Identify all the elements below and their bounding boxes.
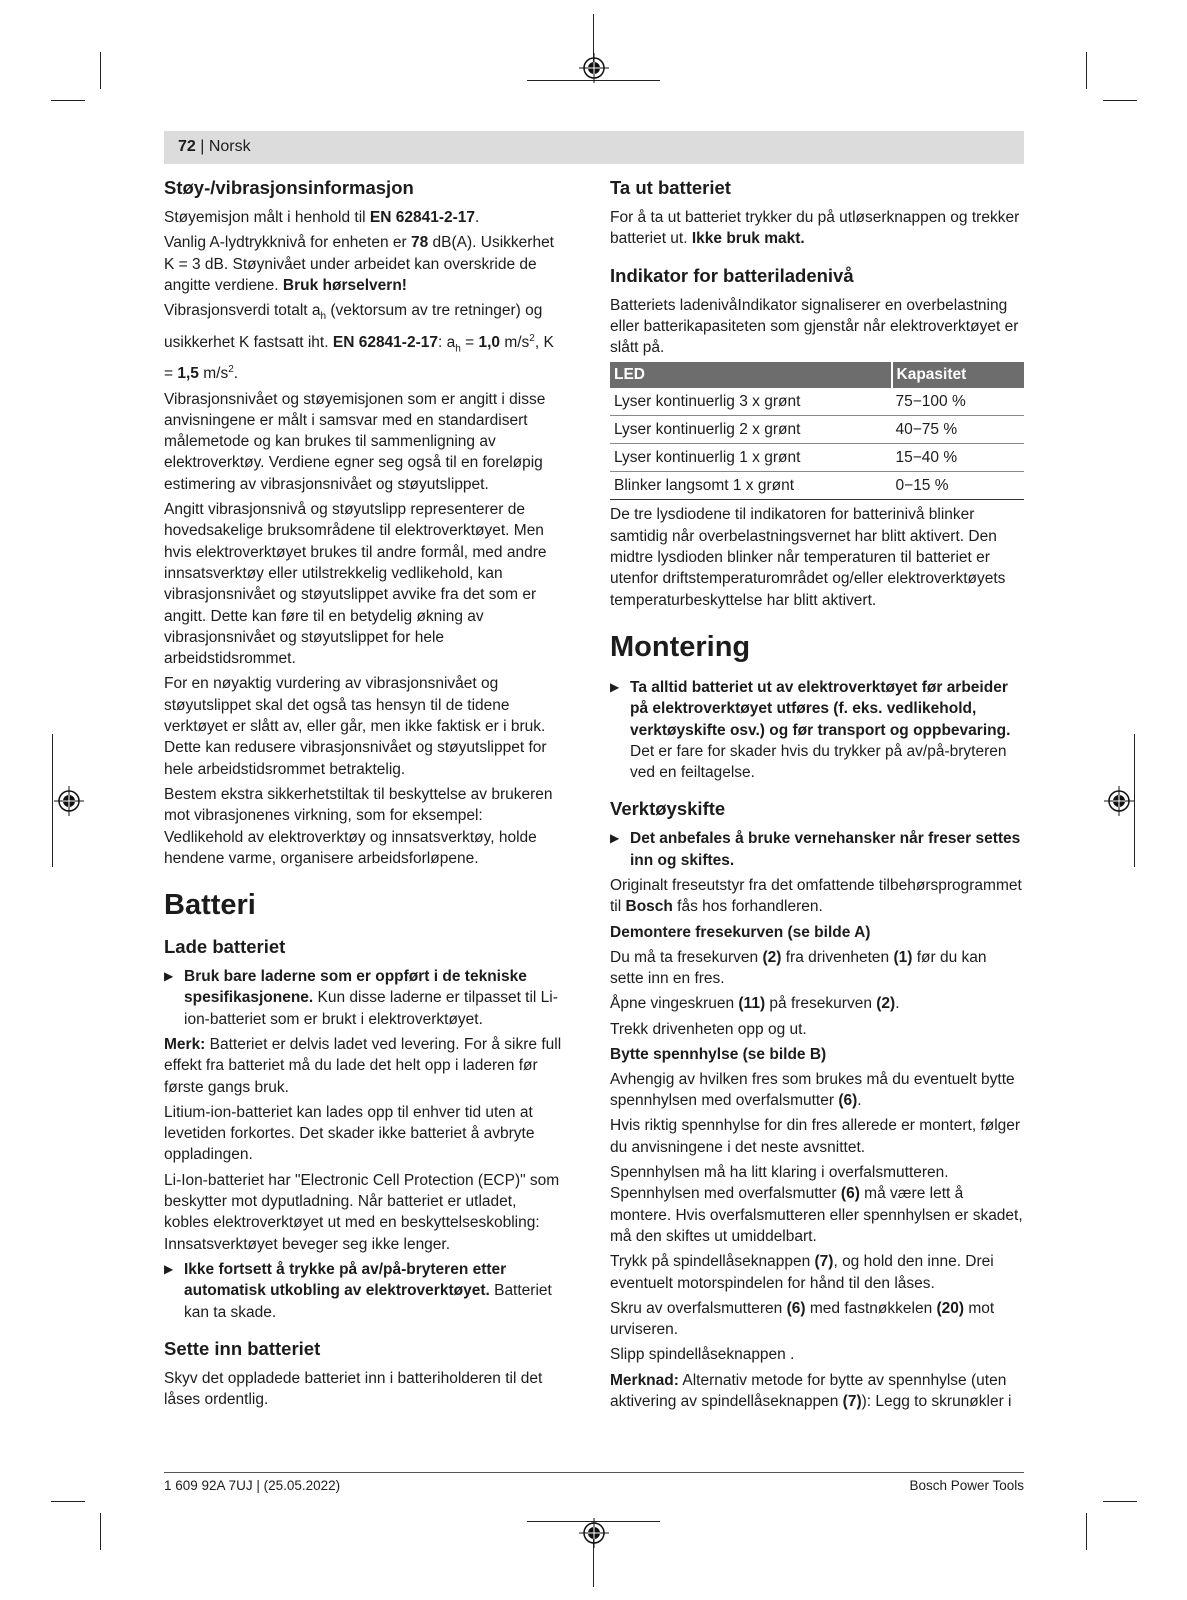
- brand-label: Bosch Power Tools: [909, 1478, 1024, 1493]
- paragraph: Angitt vibrasjonsnivå og støyutslipp representerer de hovedsakelige bruksområdene til elektroverktøyet. Men hvis elektroverktøyet brukes til andre formål, med andre innsatsverktøy eller utilstrekkelig vedlikehold, kan vibrasjonsnivået og støyutslippet avvike fra det som er angitt. Dette kan føre til en betydelig økning av vibrasjonsnivået og støyutslippet for hele arbeidstidsrommet.: [164, 501, 547, 668]
- table-row: [610, 444, 1024, 472]
- table-cell: Blinker langsomt 1 x grønt: [610, 472, 892, 500]
- table-row: [610, 388, 1024, 416]
- section-heading: Indikator for batteriladenivå: [610, 264, 854, 286]
- table-cell: Lyser kontinuerlig 1 x grønt: [610, 444, 892, 472]
- paragraph: Vibrasjonsnivået og støyemisjonen som er angitt i disse anvisningene er målt i samsvar med en standardisert målemetode og kan brukes til sammenligning av elektroverktøy. Verdiene egner seg også til en foreløpig estimering av vibrasjonsnivået og støyutslippet.: [164, 390, 546, 493]
- triangle-bullet-icon: ▶: [610, 679, 620, 694]
- paragraph: Bestem ekstra sikkerhetstiltak til beskyttelse av brukeren mot vibrasjonenes virkning, som for eksempel: Vedlikehold av elektroverktøy og innsatsverktøy, holde hendene varme, organisere arbeidsforløpene.: [164, 785, 553, 867]
- subsection-heading: Bytte spennhylse (se bilde B): [610, 1045, 827, 1063]
- crop-mark: [100, 1513, 101, 1550]
- paragraph: Skyv det oppladede batteriet inn i batteriholderen til det låses ordentlig.: [164, 1369, 543, 1409]
- crop-mark: [52, 734, 53, 867]
- page-number: 72: [178, 138, 196, 155]
- table-cell: 75−100 %: [892, 388, 1024, 416]
- page-header: 72 | Norsk: [164, 131, 1024, 164]
- paragraph: Litium-ion-batteriet kan lades opp til enhver tid uten at levetiden forkortes. Det skader ikke batteriet å avbryte oppladingen.: [164, 1103, 535, 1164]
- table-cell: Lyser kontinuerlig 2 x grønt: [610, 416, 892, 444]
- paragraph: Vibrasjonsverdi totalt $a_h$ (vektorsum av tre retninger) og usikkerhet K fastsatt iht. EN 62841-2-17: $a_h = 1,0$ $m/s^2$, K = 1,5 $m/s^2$.: [164, 302, 554, 383]
- document-id: 1 609 92A 7UJ | (25.05.2022): [164, 1478, 341, 1493]
- table-cell: 15−40 %: [892, 444, 1024, 472]
- triangle-bullet-icon: ▶: [164, 969, 174, 984]
- warning-bullet: ▶ Bruk bare laderne som er oppført i de tekniske spesifikasjonene. Kun disse laderne er tilpasset til Li-ion-batteriet som er brukt i elektroverktøyet.: [164, 968, 558, 1028]
- chapter-heading: Montering: [610, 630, 751, 663]
- paragraph: For å ta ut batteriet trykker du på utløserknappen og trekker batteriet ut. Ikke bruk makt.: [610, 209, 1020, 248]
- paragraph: Spennhylsen må ha litt klaring i overfalsmutteren. Spennhylsen med overfalsmutter (6) må være lett å montere. Hvis overfalsmutteren eller spennhylsen er skadet, må den skiftes ut umiddelbart.: [610, 1164, 1023, 1245]
- table-cell: 40−75 %: [892, 416, 1024, 444]
- triangle-bullet-icon: ▶: [164, 1261, 174, 1276]
- subsection-heading: Demontere fresekurven (se bilde A): [610, 923, 871, 941]
- section-heading: Verktøyskifte: [610, 798, 726, 820]
- registration-mark-icon: [1104, 786, 1134, 816]
- registration-mark-icon: [54, 786, 84, 816]
- section-heading: Lade batteriet: [164, 936, 286, 958]
- paragraph: Merk: Batteriet er delvis ladet ved levering. For å sikre full effekt fra batteriet må du lade det helt opp i laderen før første gangs bruk.: [164, 1036, 562, 1096]
- paragraph: Vanlig A-lydtrykknivå for enheten er 78 dB(A). Usikkerhet K = 3 dB. Støynivået under arbeidet kan overskride de angitte verdiene. Bruk hørselvern!: [164, 234, 554, 294]
- paragraph: Skru av overfalsmutteren (6) med fastnøkkelen (20) mot urviseren.: [610, 1299, 995, 1339]
- warning-bullet: ▶ Ta alltid batteriet ut av elektroverktøyet før arbeider på elektroverktøyet utføres (f. eks. vedlikehold, verktøyskifte osv.) og før transport og oppbevaring. Det er fare for skader hvis du trykker på av/på-bryteren ved en feiltagelse.: [610, 678, 1011, 782]
- warning-bullet: ▶ Det anbefales å bruke vernehansker når freser settes inn og skiftes.: [610, 830, 1021, 869]
- paragraph: Du må ta fresekurven (2) fra drivenheten (1) før du kan sette inn en fres.: [610, 948, 987, 987]
- crop-mark: [51, 100, 85, 101]
- paragraph: Li-Ion-batteriet har "Electronic Cell Protection (ECP)" som beskytter mot dyputladning. Når batteriet er utladet, kobles elektroverktøyet ut med en beskyttelseskobling: Innsatsverktøyet beveger seg ikke lenger.: [164, 1171, 560, 1253]
- crop-mark: [100, 52, 101, 89]
- battery-level-table: [610, 362, 1024, 500]
- paragraph: For en nøyaktig vurdering av vibrasjonsnivået og støyutslippet skal det også tas hensyn til de tidene verktøyet er slått av, eller går, men ikke faktisk er i bruk. Dette kan redusere vibrasjonsnivået og støyutslippet for hele arbeidstidsrommet betraktelig.: [164, 675, 547, 778]
- right-column: [610, 176, 1024, 1416]
- crop-mark: [1086, 1513, 1087, 1550]
- crop-mark: [1103, 1501, 1137, 1502]
- paragraph: Støyemisjon målt i henhold til EN 62841-2-17.: [164, 209, 480, 226]
- crop-mark: [1103, 100, 1137, 101]
- paragraph: Trekk drivenheten opp og ut.: [610, 1020, 807, 1038]
- crop-mark: [1134, 734, 1135, 867]
- language-label: Norsk: [208, 138, 251, 155]
- crop-mark: [1086, 52, 1087, 89]
- section-heading: Ta ut batteriet: [610, 177, 731, 198]
- left-column: [164, 176, 562, 1414]
- section-heading: Sette inn batteriet: [164, 1337, 321, 1359]
- registration-mark-icon: [579, 1518, 609, 1548]
- section-heading: Støy-/vibrasjonsinformasjon: [164, 177, 414, 198]
- paragraph: De tre lysdiodene til indikatoren for batterinivå blinker samtidig når overbelastningsvernet har blitt aktivert. Den midtre lysdioden blinker når temperaturen til batteriet er utenfor driftstemperaturområdet og/eller elektroverktøyets temperaturbeskyttelse har blitt aktivert.: [610, 506, 1006, 609]
- table-cell: Lyser kontinuerlig 3 x grønt: [610, 388, 892, 416]
- paragraph: Batteriets ladenivåIndikator signaliserer en overbelastning eller batterikapasiteten som gjenstår når elektroverktøyet er slått på.: [610, 296, 1019, 357]
- triangle-bullet-icon: ▶: [610, 831, 620, 846]
- paragraph: Trykk på spindellåseknappen (7), og hold den inne. Drei eventuelt motorspindelen for hånd til den låses.: [610, 1253, 994, 1292]
- table-row: [610, 416, 1024, 444]
- table-row: [610, 472, 1024, 500]
- paragraph: Hvis riktig spennhylse for din fres allerede er montert, følger du anvisningene i det neste avsnittet.: [610, 1117, 1021, 1156]
- table-header: Kapasitet: [892, 362, 1024, 388]
- paragraph: Åpne vingeskruen (11) på fresekurven (2).: [610, 995, 900, 1013]
- paragraph: Originalt freseutstyr fra det omfattende tilbehørsprogrammet til Bosch fås hos forhandleren.: [610, 877, 1022, 916]
- table-cell: 0−15 %: [892, 472, 1024, 500]
- warning-bullet: ▶ Ikke fortsett å trykke på av/på-bryteren etter automatisk utkobling av elektroverktøyet. Batteriet kan ta skade.: [164, 1260, 552, 1321]
- paragraph: Slipp spindellåseknappen .: [610, 1346, 795, 1364]
- table-header: LED: [610, 362, 892, 388]
- chapter-heading: Batteri: [164, 889, 256, 922]
- crop-mark: [51, 1501, 85, 1502]
- registration-mark-icon: [579, 53, 609, 83]
- paragraph: Merknad: Alternativ metode for bytte av spennhylse (uten aktivering av spindellåseknappen (7)): Legg to skrunøkler i: [610, 1371, 1012, 1410]
- paragraph: Avhengig av hvilken fres som brukes må du eventuelt bytte spennhylsen med overfalsmutter (6).: [610, 1070, 1015, 1110]
- page-footer: [164, 1472, 1024, 1493]
